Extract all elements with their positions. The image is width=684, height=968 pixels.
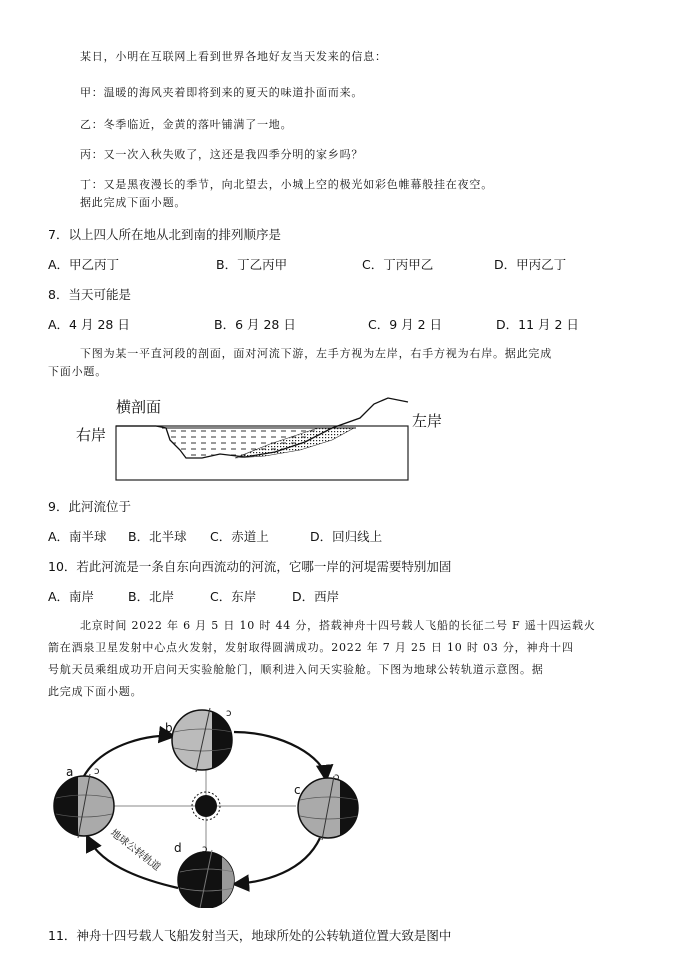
rotation-symbol-b: ↄ — [226, 708, 232, 719]
q9-option-d: D．回归线上 — [310, 529, 383, 544]
orbit-arc-c-d — [236, 838, 320, 884]
q10-option-d: D．西岸 — [292, 589, 340, 604]
q7-option-c: C．丁丙甲乙 — [362, 257, 434, 272]
position-label-c: c — [294, 783, 301, 797]
q10-option-a: A．南岸 — [48, 589, 95, 604]
question-9: 9．此河流位于 — [48, 499, 131, 514]
question-8: 8．当天可能是 — [48, 287, 131, 302]
q7-option-a: A．甲乙丙丁 — [48, 257, 120, 272]
river-cross-section-figure — [70, 392, 450, 484]
question-11: 11．神舟十四号载人飞船发射当天，地球所处的公转轨道位置大致是图中 — [48, 928, 452, 943]
rotation-symbol-a: ↄ — [94, 766, 100, 777]
q8-option-a: A．4 月 28 日 — [48, 317, 130, 332]
earth-d-icon — [178, 850, 236, 908]
message-jia: 甲：温暖的海风夹着即将到来的夏天的味道扑面而来。 — [80, 86, 364, 99]
intro3-line3: 号航天员乘组成功开启问天实验舱舱门，顺利进入问天实验舱。下图为地球公转轨道示意图。据 — [48, 663, 544, 676]
orbit-arc-b-c — [234, 732, 326, 778]
left-bank-label: 左岸 — [412, 412, 443, 430]
q9-option-b: B．北半球 — [128, 529, 187, 544]
message-yi: 乙：冬季临近，金黄的落叶铺满了一地。 — [80, 118, 293, 131]
intro3-line4: 此完成下面小题。 — [48, 685, 143, 698]
q8-option-d: D．11 月 2 日 — [496, 317, 579, 332]
intro1-tail: 据此完成下面小题。 — [80, 196, 187, 209]
sun-icon — [195, 795, 217, 817]
intro3-line1: 北京时间 2022 年 6 月 5 日 10 时 44 分，搭载神舟十四号载人飞船的长征二号 F 遥十四运载火 — [80, 619, 596, 632]
earth-c-icon — [298, 776, 360, 840]
rotation-symbol-c: ↄ — [334, 772, 340, 783]
message-bing: 丙：又一次入秋失败了，这还是我四季分明的家乡吗？ — [80, 148, 364, 161]
rotation-symbol-d: ↄ — [202, 844, 208, 855]
earth-a-icon — [54, 774, 114, 838]
q7-option-d: D．甲丙乙丁 — [494, 257, 567, 272]
right-bank-label: 右岸 — [76, 426, 107, 444]
figure-title: 横剖面 — [116, 398, 162, 416]
q8-option-b: B．6 月 28 日 — [214, 317, 296, 332]
message-ding: 丁：又是黑夜漫长的季节，向北望去，小城上空的极光如彩色帷幕般挂在夜空。 — [80, 178, 493, 191]
q9-option-a: A．南半球 — [48, 529, 107, 544]
position-label-a: a — [66, 765, 74, 779]
intro1-lead: 某日，小明在互联网上看到世界各地好友当天发来的信息： — [80, 50, 387, 63]
q10-option-b: B．北岸 — [128, 589, 175, 604]
intro3-line2: 箭在酒泉卫星发射中心点火发射，发射取得圆满成功。2022 年 7 月 25 日 10 时 03 分，神舟十四 — [48, 641, 574, 654]
orbit-label: 地球公转轨道 — [108, 827, 163, 874]
intro2-line2: 下面小题。 — [48, 365, 107, 378]
intro2-line1: 下图为某一平直河段的剖面，面对河流下游，左手方视为左岸，右手方视为右岸。据此完成 — [80, 347, 552, 360]
q7-option-b: B．丁乙丙甲 — [216, 257, 288, 272]
position-label-d: d — [174, 841, 182, 855]
q10-option-c: C．东岸 — [210, 589, 257, 604]
earth-orbit-figure — [44, 702, 384, 908]
q8-option-c: C．9 月 2 日 — [368, 317, 443, 332]
position-label-b: b — [165, 721, 173, 735]
q9-option-c: C．赤道上 — [210, 529, 269, 544]
question-10: 10．若此河流是一条自东向西流动的河流，它哪一岸的河堤需要特别加固 — [48, 559, 452, 574]
question-7: 7．以上四人所在地从北到南的排列顺序是 — [48, 227, 281, 242]
